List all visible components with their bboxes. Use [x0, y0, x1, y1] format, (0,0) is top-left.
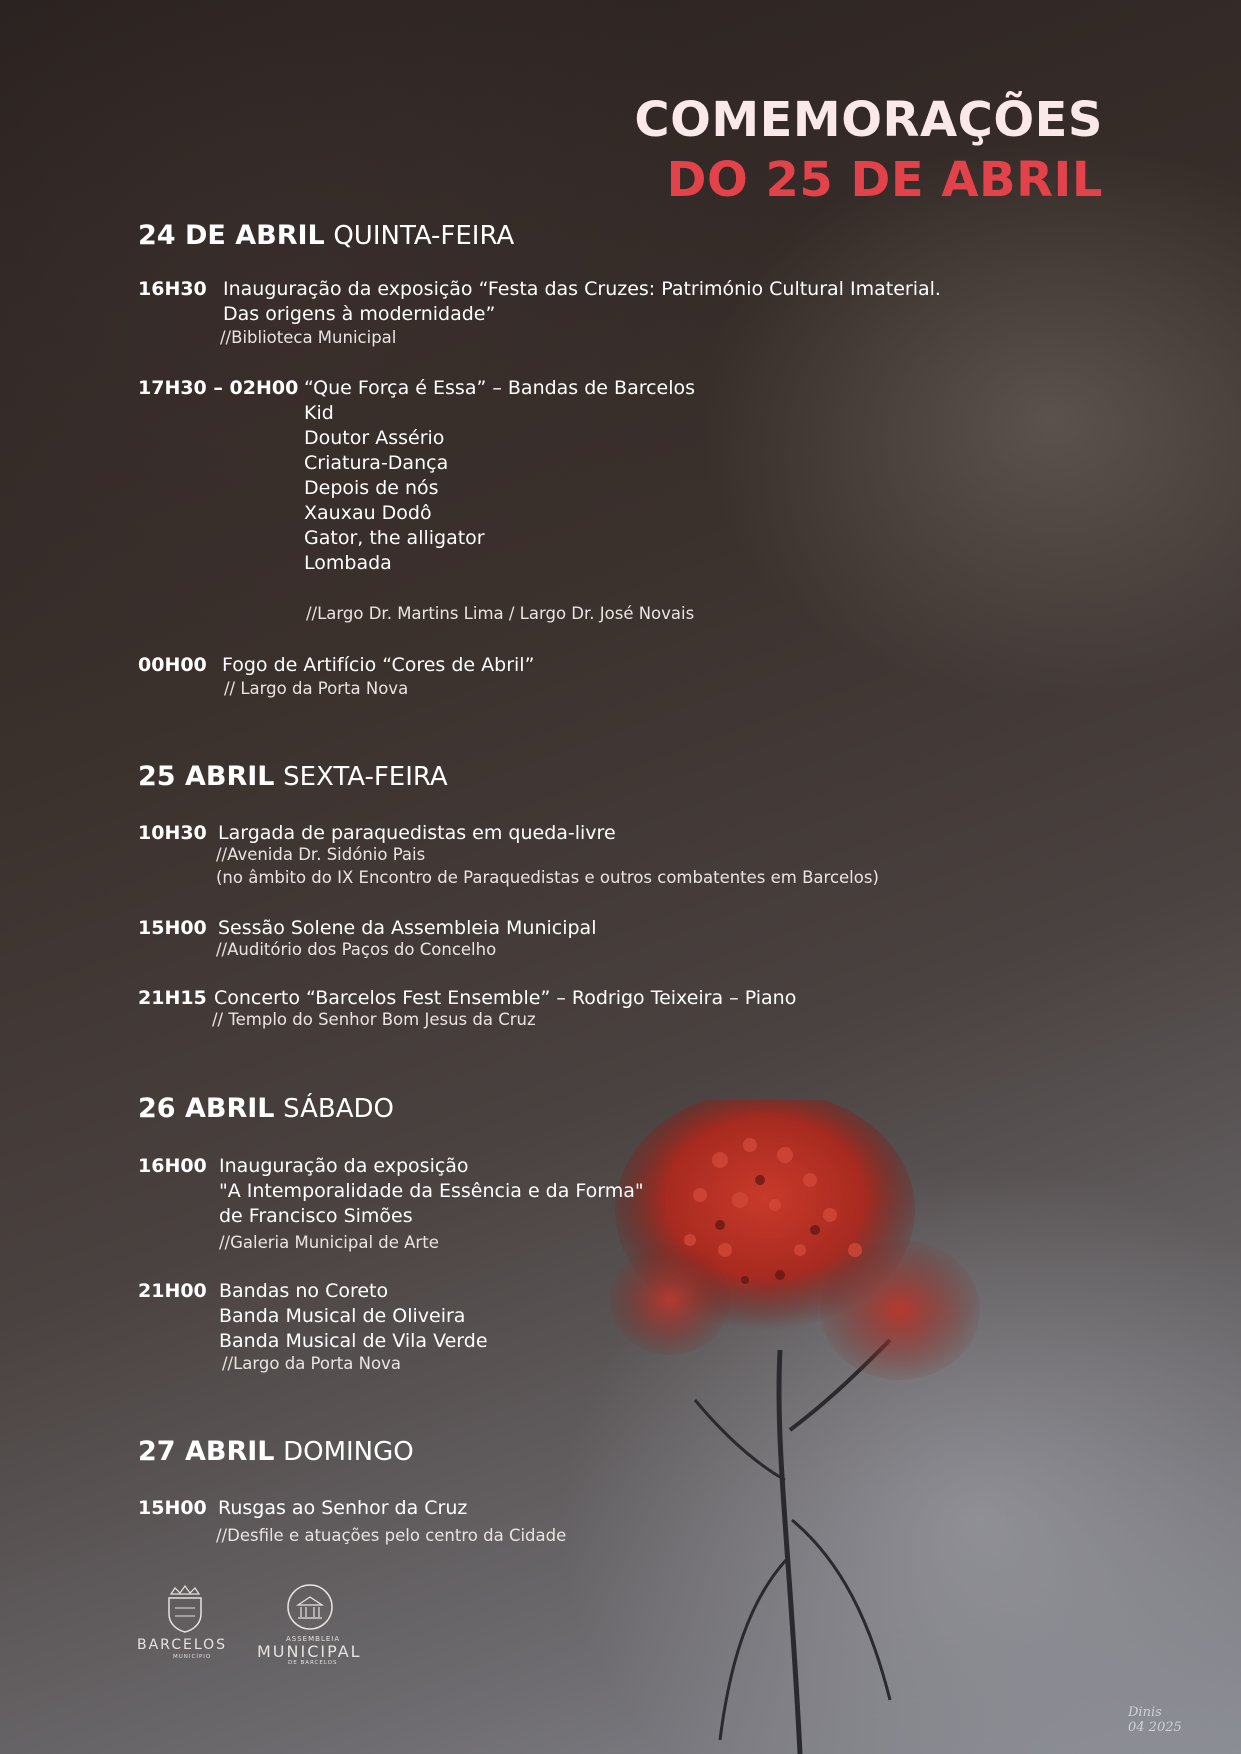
event-line: Gator, the alligator: [304, 527, 485, 549]
event-time: 16H30: [138, 278, 207, 300]
event-location: //Galeria Municipal de Arte: [219, 1233, 439, 1252]
assembleia-logo: [252, 1578, 372, 1666]
event-line: Doutor Assério: [304, 427, 445, 449]
event-location: //Avenida Dr. Sidónio Pais: [216, 845, 426, 864]
event-line: Concerto “Barcelos Fest Ensemble” – Rodrigo Teixeira – Piano: [214, 987, 797, 1009]
event-line: Das origens à modernidade”: [223, 303, 496, 325]
event-line: Banda Musical de Vila Verde: [219, 1330, 488, 1352]
event-line: “Que Força é Essa” – Bandas de Barcelos: [304, 377, 696, 399]
event-location: //Auditório dos Paços do Concelho: [216, 940, 497, 959]
event-location: //Largo Dr. Martins Lima / Largo Dr. José Novais: [306, 604, 695, 623]
event-time: 17H30 – 02H00: [138, 377, 299, 399]
event-location: // Largo da Porta Nova: [224, 679, 409, 698]
day-date: 24 DE ABRIL: [138, 220, 325, 251]
event-line: Bandas no Coreto: [219, 1280, 389, 1302]
assembleia-logo-sub: DE BARCELOS: [288, 1660, 338, 1666]
event-line: Largada de paraquedistas em queda-livre: [218, 822, 616, 844]
event-line: Criatura-Dança: [304, 452, 449, 474]
title-line-2: DO 25 DE ABRIL: [666, 152, 1103, 208]
event-location: //Largo da Porta Nova: [222, 1354, 401, 1373]
day-weekday: SÁBADO: [283, 1094, 394, 1124]
day-header-25: [138, 761, 448, 792]
event-line: de Francisco Simões: [219, 1205, 413, 1227]
event-line: Inauguração da exposição “Festa das Cruzes: Património Cultural Imaterial.: [223, 278, 941, 300]
building-icon: [280, 1583, 340, 1633]
event-time: 21H00: [138, 1280, 207, 1302]
event-note: (no âmbito do IX Encontro de Paraquedistas e outros combatentes em Barcelos): [216, 868, 879, 887]
event-time: 16H00: [138, 1155, 207, 1177]
day-header-24: [138, 220, 514, 251]
signature-date: 04 2025: [1128, 1720, 1182, 1735]
artist-signature: [1128, 1705, 1182, 1735]
event-line: Depois de nós: [304, 477, 439, 499]
assembleia-logo-main: MUNICIPAL: [257, 1642, 362, 1661]
carnation-illustration: [600, 1100, 1120, 1754]
signature-name: Dinis: [1128, 1705, 1162, 1720]
barcelos-logo: [135, 1578, 235, 1658]
day-weekday: DOMINGO: [283, 1437, 414, 1467]
event-line: "A Intemporalidade da Essência e da Forma": [219, 1180, 644, 1202]
event-line: Rusgas ao Senhor da Cruz: [218, 1497, 468, 1519]
event-time: 21H15: [138, 987, 207, 1009]
event-line: Banda Musical de Oliveira: [219, 1305, 466, 1327]
day-weekday: SEXTA-FEIRA: [283, 762, 448, 792]
event-line: Sessão Solene da Assembleia Municipal: [218, 917, 597, 939]
event-time: 15H00: [138, 1497, 207, 1519]
day-date: 25 ABRIL: [138, 761, 275, 792]
event-line: Fogo de Artifício “Cores de Abril”: [222, 654, 535, 676]
crest-icon: [155, 1584, 215, 1636]
barcelos-logo-text: BARCELOS: [137, 1637, 228, 1653]
event-line: Xauxau Dodô: [304, 502, 432, 524]
title-line-1: COMEMORAÇÕES: [634, 92, 1103, 148]
barcelos-logo-sub: MUNICÍPIO: [173, 1654, 212, 1660]
event-line: Kid: [304, 402, 334, 424]
event-time: 15H00: [138, 917, 207, 939]
event-time: 00H00: [138, 654, 207, 676]
day-date: 27 ABRIL: [138, 1436, 275, 1467]
assembleia-logo-top: ASSEMBLEIA: [286, 1635, 341, 1643]
event-time: 10H30: [138, 822, 207, 844]
event-location: //Biblioteca Municipal: [220, 328, 397, 347]
day-header-26: [138, 1093, 394, 1124]
day-date: 26 ABRIL: [138, 1093, 275, 1124]
event-line: Inauguração da exposição: [219, 1155, 469, 1177]
event-location: //Desfile e atuações pelo centro da Cidade: [216, 1526, 567, 1545]
event-line: Lombada: [304, 552, 392, 574]
event-location: // Templo do Senhor Bom Jesus da Cruz: [212, 1010, 536, 1029]
day-header-27: [138, 1436, 414, 1467]
day-weekday: QUINTA-FEIRA: [333, 221, 515, 251]
